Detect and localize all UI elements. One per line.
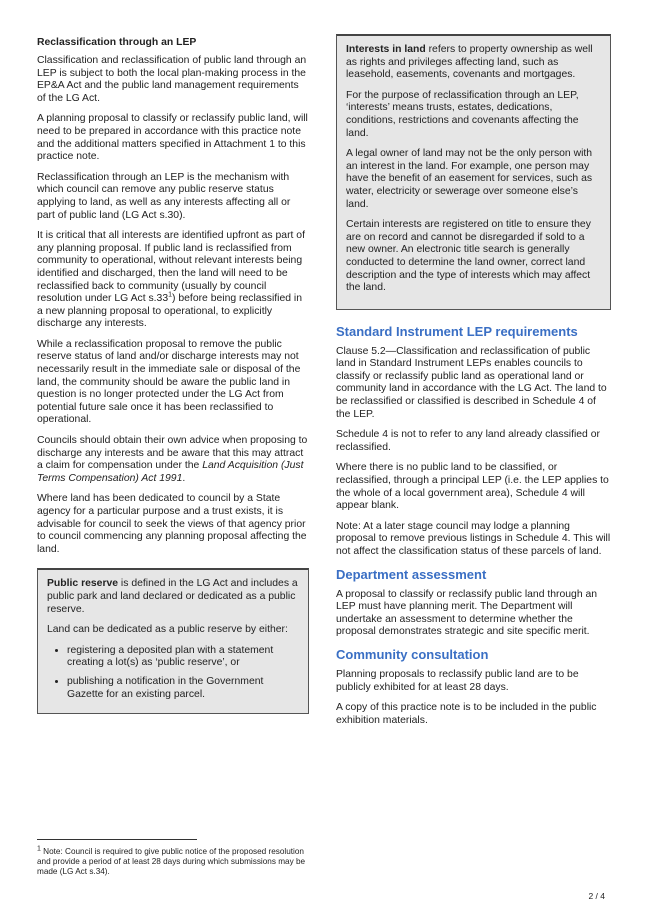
paragraph: Where land has been dedicated to council by a State agency for a particular purpose and a trust exists, it is advisable for council to seek the views of that agency prior to council commencing any planning proposal affecting the land. bbox=[37, 493, 307, 555]
paragraph-text: It is critical that all interests are identified upfront as part of any planning proposal. If public land is reclassified from community to operational, without relevant interests being identified and discharged, then the land will need to be reclassified back to community (usually by council resolution under LG Act s.33 bbox=[37, 230, 305, 305]
footnote-divider bbox=[37, 839, 197, 840]
left-column bbox=[37, 36, 309, 714]
paragraph: Where there is no public land to be classified, or reclassified, through a principal LEP (i.e. the LEP applies to the whole of a local government area), Schedule 4 will appear blank. bbox=[336, 462, 609, 512]
paragraph: While a reclassification proposal to remove the public reserve status of land and/or discharge interests may not necessarily result in the immediate sale or disposal of the land, the community should be aware the public land in question is no longer protected under the LG Act from potential future sale once it has been reclassified to operational. bbox=[37, 338, 301, 426]
paragraph: Clause 5.2—Classification and reclassification of public land in Standard Instrument LEPs enables councils to classify or reclassify public land as operational land or community land in accordance with the LG Act. The land to be reclassified or classified is described in Schedule 4 of the LEP. bbox=[336, 345, 607, 420]
paragraph: Reclassification through an LEP is the mechanism with which council can remove any public reserve status applying to land, as well as any interests affecting all or part of public land (LG Act s.30). bbox=[37, 171, 291, 221]
footnote-text: Note: Council is required to give public notice of the proposed resolution and provide a period of at least 28 days during which submissions may be made (LG Act s.34). bbox=[37, 847, 306, 877]
box-paragraph: For the purpose of reclassification through an LEP, ‘interests’ means trusts, estates, dedications, conditions, restrictions and covenants affecting the land. bbox=[346, 89, 579, 139]
page-number: 2 / 4 bbox=[588, 891, 605, 901]
paragraph-text: . bbox=[182, 472, 186, 484]
paragraph-text: ) before being reclassified in a new planning proposal to operational, to explicitly discharge any interests. bbox=[37, 293, 302, 330]
paragraph: A copy of this practice note is to be included in the public exhibition materials. bbox=[336, 702, 597, 726]
footnote-reference[interactable]: 1 bbox=[168, 291, 173, 299]
paragraph: Note: At a later stage council may lodge a planning proposal to remove previous listings in Schedule 4. This will not affect the classification status of these parcels of land. bbox=[336, 520, 611, 557]
box-paragraph: Certain interests are registered on title to ensure they are on record and cannot be disregarded if sold to a new owner. An electronic title search is generally conducted to determine the land owner, correct land description and the type of interests which may affect the land. bbox=[346, 219, 591, 294]
act-title: Land Acquisition (Just Terms Compensation) Act 1991 bbox=[37, 460, 304, 484]
box-term: Public reserve bbox=[47, 578, 119, 590]
paragraph: Planning proposals to reclassify public land are to be publicly exhibited for at least 28 days. bbox=[336, 668, 579, 693]
paragraph: A proposal to classify or reclassify public land through an LEP must have planning merit. The Department will undertake an assessment to determine whether the proposal demonstrates strategic and site specific merit. bbox=[336, 588, 598, 638]
box-paragraph bbox=[47, 578, 299, 616]
paragraph-text: Councils should obtain their own advice when proposing to discharge any interests and be aware that this may attract a claim for compensation under the bbox=[37, 435, 308, 472]
heading-community-consultation: Community consultation bbox=[336, 646, 489, 662]
heading-reclassification: Reclassification through an LEP bbox=[37, 37, 197, 48]
paragraph bbox=[37, 435, 309, 485]
heading-standard-instrument: Standard Instrument LEP requirements bbox=[336, 323, 578, 339]
paragraph: Schedule 4 is not to refer to any land already classified or reclassified. bbox=[336, 429, 600, 453]
paragraph: A planning proposal to classify or reclassify public land, will need to be prepared in accordance with this practice note and the additional matters specified in Attachment 1 to this practice note. bbox=[37, 113, 308, 163]
interests-in-land-box bbox=[336, 34, 611, 310]
right-column bbox=[336, 36, 611, 735]
footnote-marker: 1 bbox=[37, 845, 41, 853]
box-term: Interests in land bbox=[346, 44, 426, 55]
paragraph bbox=[37, 230, 309, 331]
list-item: • registering a deposited plan with a statement creating a lot(s) as ‘public reserve’, or bbox=[67, 645, 299, 670]
bullet-list bbox=[47, 645, 299, 701]
heading-department-assessment: Department assessment bbox=[336, 566, 487, 582]
paragraph: Classification and reclassification of public land through an LEP is subject to both the local plan-making process in the EP&A Act and the public land management requirements of the LG Act. bbox=[37, 55, 307, 104]
public-reserve-box bbox=[37, 568, 309, 714]
box-paragraph: Land can be dedicated as a public reserve by either: bbox=[47, 624, 288, 636]
box-paragraph bbox=[346, 44, 601, 82]
list-item: • publishing a notification in the Government Gazette for an existing parcel. bbox=[67, 676, 299, 701]
box-text: refers to property ownership as well as rights and privileges affecting land, such as leasehold, easements, covenants and mortgages. bbox=[346, 44, 593, 81]
box-paragraph: A legal owner of land may not be the only person with an interest in the land. For example, one person may have the benefit of an easement for services, such as water, electricity or sewerage over someone else’s land. bbox=[346, 148, 593, 210]
box-text: is defined in the LG Act and includes a public park and land declared or dedicated as a public reserve. bbox=[47, 578, 298, 615]
footnote bbox=[37, 847, 309, 878]
